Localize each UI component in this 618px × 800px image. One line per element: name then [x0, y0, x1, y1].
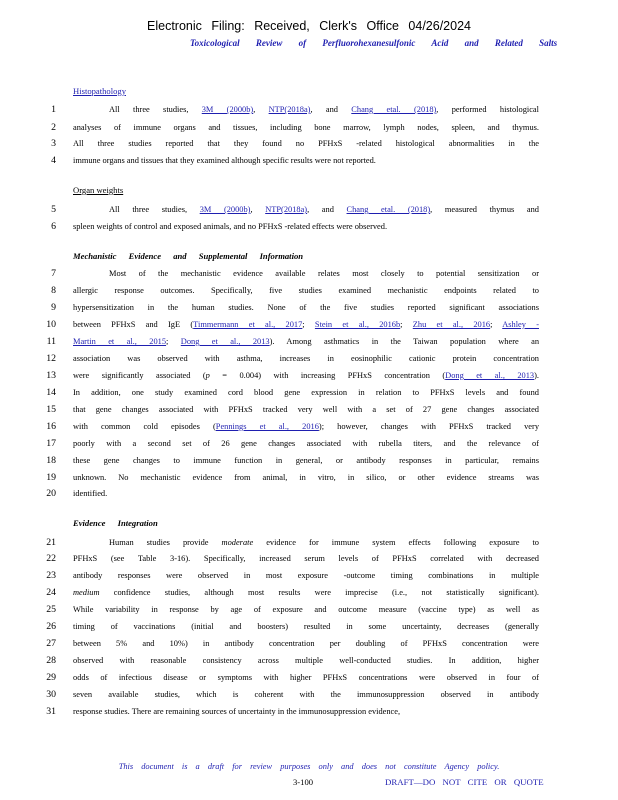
line-number: 4: [51, 155, 56, 166]
line-text: antibody responses were observed in most exposure -outcome timing combinations in multiple: [73, 571, 539, 580]
text-line: [0, 138, 618, 152]
line-number: 14: [46, 387, 56, 398]
line-number: 21: [46, 537, 56, 548]
text-line: [0, 302, 618, 316]
line-text: association was observed with asthma, increases in eosinophilic cationic protein concentration: [73, 354, 539, 363]
footer-disclaimer: This document is a draft for review purposes only and does not constitute Agency policy.: [118, 762, 500, 771]
citation-link[interactable]: Dong et al., 2013: [180, 337, 270, 346]
line-number: 17: [46, 438, 56, 449]
citation-link[interactable]: NTP(2018a): [268, 105, 311, 114]
line-text: between PFHxS and IgE (Timmermann et al., 2017; Stein et al., 2016b; Zhu et al., 2016; Ashley -: [73, 320, 539, 329]
line-text: were significantly associated (p = 0.004) with increasing PFHxS concentration (Dong et al., 2013).: [73, 371, 539, 380]
text-line: [0, 268, 618, 282]
text-line: [0, 537, 618, 551]
text-line: [0, 570, 618, 584]
line-text: seven available studies, which is coherent with the immunosuppression observed in antibody: [73, 690, 539, 699]
text-line: [0, 706, 618, 720]
line-number: 12: [46, 353, 56, 364]
line-text: with common cold episodes (Pennings et al., 2016); however, changes with PFHxS tracked very: [73, 422, 539, 431]
text-line: [0, 204, 618, 218]
line-number: 29: [46, 672, 56, 683]
line-number: 31: [46, 706, 56, 717]
line-number: 13: [46, 370, 56, 381]
text-line: [0, 155, 618, 169]
citation-link[interactable]: Chang etal. (2018): [346, 205, 431, 214]
line-number: 24: [46, 587, 56, 598]
text-line: [0, 488, 618, 502]
line-text: odds of infectious disease or symptoms with higher PFHxS concentrations were observed in four of: [73, 673, 539, 682]
line-number: 7: [51, 268, 56, 279]
line-text: analyses of immune organs and tissues, including bone marrow, lymph nodes, spleen, and thymus.: [73, 123, 539, 132]
line-number: 28: [46, 655, 56, 666]
line-number: 16: [46, 421, 56, 432]
line-text: hypersensitization in the human studies. None of the five studies reported significant associations: [73, 303, 539, 312]
citation-link[interactable]: Pennings et al., 2016: [215, 422, 319, 431]
section-heading-organ-weights: Organ weights: [73, 185, 124, 195]
text-line: [0, 104, 618, 118]
line-text: medium confidence studies, although most results were imprecise (i.e., not statistically significant).: [73, 588, 539, 597]
citation-link[interactable]: Zhu et al., 2016: [412, 320, 491, 329]
text-line: [0, 404, 618, 418]
citation-link[interactable]: 3M (2000b): [201, 105, 254, 114]
line-number: 25: [46, 604, 56, 615]
line-text: spleen weights of control and exposed animals, and no PFHxS -related effects were observed.: [73, 222, 388, 231]
text-line: [0, 655, 618, 669]
filing-stamp: Electronic Filing: Received, Clerk's Office 04/26/2024: [147, 19, 471, 33]
section-heading-histopathology[interactable]: Histopathology: [73, 86, 126, 96]
line-number: 22: [46, 553, 56, 564]
line-text: All three studies, 3M (2000b), NTP(2018a), and Chang etal. (2018), performed histological: [109, 105, 539, 114]
line-number: 10: [46, 319, 56, 330]
citation-link[interactable]: NTP(2018a): [265, 205, 308, 214]
citation-link[interactable]: 3M (2000b): [199, 205, 251, 214]
running-header-title: Toxicological Review of Perfluorohexanesulfonic Acid and Related Salts: [190, 38, 558, 48]
text-line: [0, 689, 618, 703]
line-number: 23: [46, 570, 56, 581]
line-text: allergic response outcomes. Specifically, five studies examined mechanistic endpoints related to: [73, 286, 539, 295]
line-text: All three studies reported that they found no PFHxS -related histological abnormalities in the: [73, 139, 539, 148]
line-text: timing of vaccinations (initial and boosters) resulted in some uncertainty, decreases (generally: [73, 622, 539, 631]
draft-notice: DRAFT—DO NOT CITE OR QUOTE: [385, 777, 544, 787]
text-line: [0, 587, 618, 601]
line-number: 18: [46, 455, 56, 466]
line-number: 26: [46, 621, 56, 632]
text-line: [0, 319, 618, 333]
line-number: 6: [51, 221, 56, 232]
line-number: 30: [46, 689, 56, 700]
line-text: identified.: [73, 489, 108, 498]
citation-link[interactable]: Chang etal. (2018): [351, 105, 437, 114]
line-text: these gene changes to immune function in general, or antibody responses in particular, remains: [73, 456, 539, 465]
line-number: 11: [46, 336, 56, 347]
line-text: In addition, one study examined cord blood gene expression in relation to PFHxS levels and found: [73, 388, 539, 397]
line-text: unknown. No mechanistic evidence from animal, in vitro, in silico, or other evidence streams was: [73, 473, 539, 482]
page-number: 3-100: [293, 777, 314, 787]
text-line: [0, 285, 618, 299]
citation-link[interactable]: Timmermann et al., 2017: [193, 320, 303, 329]
citation-link[interactable]: Stein et al., 2016b: [314, 320, 401, 329]
section-heading-evidence-integration: Evidence Integration: [73, 518, 158, 528]
line-text: immune organs and tissues that they examined although specific results were not reported.: [73, 156, 376, 165]
line-number: 3: [51, 138, 56, 149]
citation-link[interactable]: Martin et al., 2015: [73, 337, 167, 346]
line-text: All three studies, 3M (2000b), NTP(2018a), and Chang etal. (2018), measured thymus and: [109, 205, 539, 214]
line-number: 27: [46, 638, 56, 649]
line-text: PFHxS (see Table 3-16). Specifically, increased serum levels of PFHxS correlated with decreased: [73, 554, 539, 563]
citation-link[interactable]: Dong et al., 2013: [445, 371, 535, 380]
line-text: that gene changes associated with PFHxS tracked very well with a set of 27 gene changes associated: [73, 405, 539, 414]
line-text: Human studies provide moderate evidence for immune system effects following exposure to: [109, 538, 539, 547]
text-line: [0, 672, 618, 686]
line-number: 15: [46, 404, 56, 415]
line-number: 20: [46, 488, 56, 499]
text-line: [0, 122, 618, 136]
text-line: [0, 638, 618, 652]
line-number: 5: [51, 204, 56, 215]
line-text: observed with reasonable consistency across multiple well-conducted studies. In addition, higher: [73, 656, 539, 665]
text-line: [0, 353, 618, 367]
text-line: [0, 221, 618, 235]
text-line: [0, 621, 618, 635]
text-line: [0, 336, 618, 350]
line-text: Martin et al., 2015; Dong et al., 2013). Among asthmatics in the Taiwan population where an: [73, 337, 539, 346]
section-heading-mechanistic: Mechanistic Evidence and Supplemental Information: [73, 251, 304, 261]
line-number: 8: [51, 285, 56, 296]
text-line: [0, 387, 618, 401]
line-text: response studies. There are remaining sources of uncertainty in the immunosuppression evidence,: [73, 707, 401, 716]
line-text: While variability in response by age of exposure and outcome measure (vaccine type) as well as: [73, 605, 539, 614]
text-line: [0, 370, 618, 384]
line-text: between 5% and 10%) in antibody concentration per doubling of PFHxS concentration were: [73, 639, 539, 648]
line-text: poorly with a second set of 26 gene changes associated with rubella titers, and the relevance of: [73, 439, 539, 448]
line-number: 9: [51, 302, 56, 313]
text-line: [0, 421, 618, 435]
line-text: Most of the mechanistic evidence available relates most closely to potential sensitization or: [109, 269, 539, 278]
line-number: 1: [51, 104, 56, 115]
line-number: 2: [51, 122, 56, 133]
text-line: [0, 455, 618, 469]
text-line: [0, 472, 618, 486]
line-number: 19: [46, 472, 56, 483]
text-line: [0, 604, 618, 618]
citation-link[interactable]: Ashley -: [502, 320, 539, 329]
text-line: [0, 553, 618, 567]
text-line: [0, 438, 618, 452]
